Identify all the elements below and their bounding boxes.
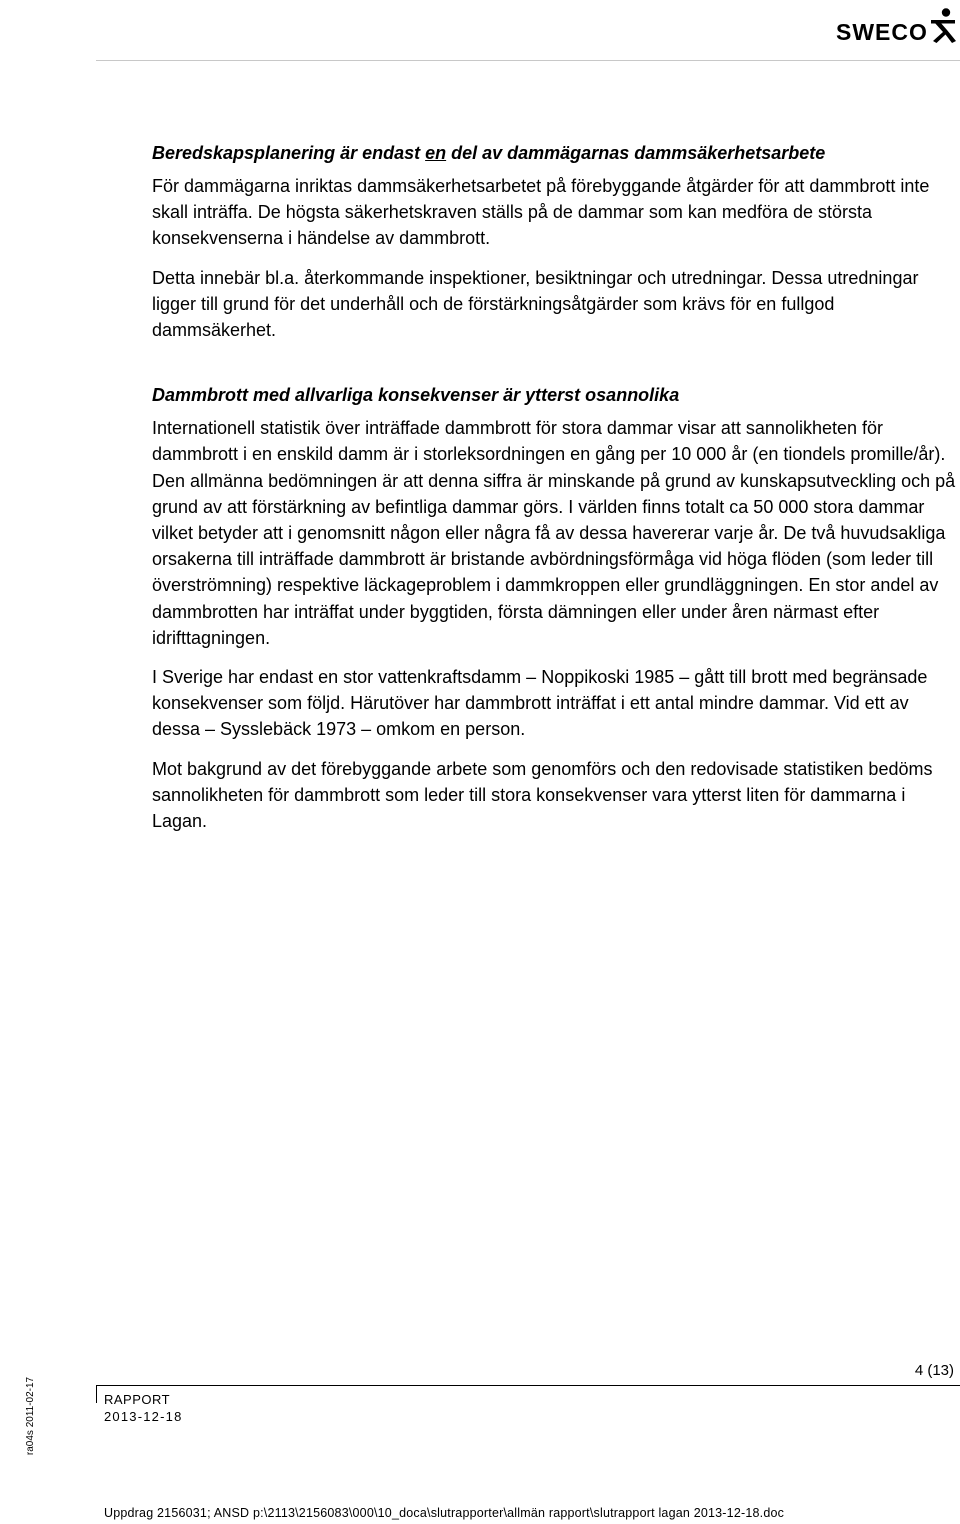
- sweco-logo: [836, 8, 960, 48]
- sweco-figure-icon: [928, 8, 958, 44]
- paragraph: För dammägarna inriktas dammsäkerhetsarbetet på förebyggande åtgärder för att dammbrott inte skall inträffa. De högsta säkerhetskraven ställs på de dammar som kan medföra de största konsekvenserna i händelse av dammbrott.: [152, 176, 930, 249]
- paragraph: Mot bakgrund av det förebyggande arbete som genomförs och den redovisade statistiken bedöms sannolikheten för dammbrott som leder till stora konsekvenser vara ytterst liten för dammarna i Lagan.: [152, 758, 933, 832]
- paragraph: Detta innebär bl.a. återkommande inspektioner, besiktningar och utredningar. Dessa utredningar ligger till grund för det underhåll och de förstärkningsåtgärder som krävs för en fullgod dammsäkerhet.: [152, 267, 919, 341]
- paragraph: Internationell statistik över inträffade dammbrott för stora dammar visar att sannolikheten för dammbrott i en enskild damm är i storleksordningen en gång per 10 000 år (en tiondels promille/år). Den allmänna bedömningen är att denna siffra är minskande på grund av kunskapsutveckling och på grund av att förstärkning av befintliga dammar görs. I världen finns totalt ca 50 000 stora dammar vilket betyder att i genomsnitt någon eller några få av dessa havererar varje år. De två huvudsakliga orsakerna till inträffade dammbrott är bristande avbördningsförmåga vid höga flöden (som leder till överströmning) respektive läckageproblem i dammkroppen eller grundläggningen. En stor andel av dammbrotten har inträffat under byggtiden, första dämningen eller under åren närmast efter idrifttagningen.: [152, 418, 956, 648]
- template-code: ra04s 2011-02-17: [25, 1376, 37, 1456]
- footer-rule-vertical: [96, 1385, 97, 1403]
- report-date: 2013-12-18: [104, 1409, 183, 1424]
- document-body: [152, 140, 958, 834]
- page-number: 4 (13): [914, 1362, 954, 1379]
- report-label: RAPPORT: [104, 1392, 171, 1407]
- underlined-word: en: [425, 143, 447, 163]
- header-rule: [96, 60, 960, 61]
- logo-text: SWECO: [836, 19, 928, 45]
- assignment-footer: Uppdrag 2156031; ANSD p:\2113\2156083\000\10_doca\slutrapporter\allmän rapport\slutrapport lagan 2013-12-18.doc: [104, 1506, 785, 1520]
- section-heading-preparedness: Beredskapsplanering är endast en del av dammägarnas dammsäkerhetsarbete: [152, 143, 826, 163]
- section-heading-dam-failure: Dammbrott med allvarliga konsekvenser är ytterst osannolika: [152, 385, 680, 406]
- paragraph: I Sverige har endast en stor vattenkraftsdamm – Noppikoski 1985 – gått till brott med begränsade konsekvenser som följd. Härutöver har dammbrott inträffat i ett antal mindre dammar. Vid ett av dessa – Sysslebäck 1973 – omkom en person.: [152, 667, 928, 740]
- footer-rule: [96, 1385, 960, 1386]
